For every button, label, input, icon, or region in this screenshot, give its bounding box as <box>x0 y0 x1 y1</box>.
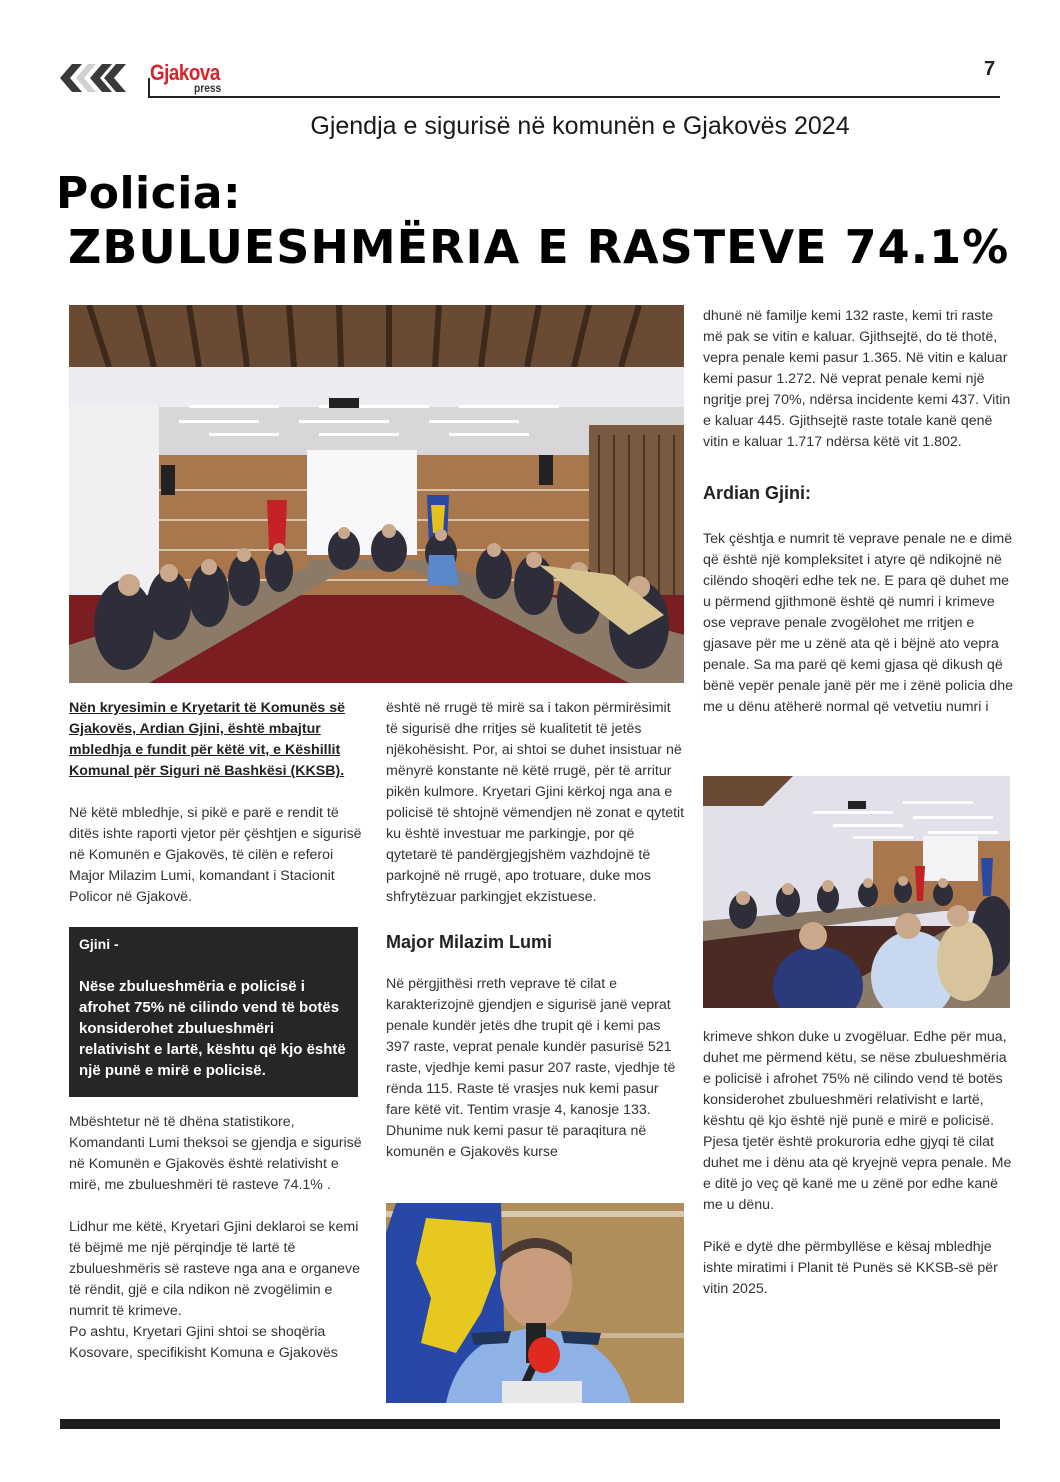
article-paragraph: Po ashtu, Kryetari Gjini shtoi se shoqëria Kosovare, specifikisht Komuna e Gjakovës <box>69 1324 338 1361</box>
article-column-2 <box>386 698 686 1184</box>
meeting-photo <box>69 305 684 683</box>
article-paragraph: Mbështetur në të dhëna statistikore, Komandanti Lumi theksoi se gjendja e sigurisë në Komunën e Gjakovës është relativisht e mirë, me zbulueshmëri të rasteve 74.1% . <box>69 1114 362 1193</box>
pull-quote-box <box>69 927 358 1097</box>
headline-line-2: ZBULUESHMËRIA E RASTEVE 74.1% <box>68 220 1010 274</box>
article-paragraph: Tek çështja e numrit të veprave penale ne e dimë që është një kompleksitet i atyre që ndikojnë në cilëndo shoqëri edhe tek ne. E para që duhet me u përmend gjithmonë është që numri i krimeve ose veprave penale zvogëlohet me rritjen e gjasave për me u zënë ata që i bëjnë ato vepra penale. Sa ma parë që kemi gjasa që dikush që bënë vepër penale janë për me i zënë policia dhe me u dënu atëherë normal që vetvetiu numri i <box>703 531 1013 715</box>
article-kicker: Gjendja e sigurisë në komunën e Gjakovës 2024 <box>310 112 850 140</box>
article-paragraph: Lidhur me këtë, Kryetari Gjini deklaroi se kemi të bëjmë me një përqindje të lartë të zbulueshmëris së rasteve nga ana e organeve të rëndit, gjë e cila ndikon në zvogëlimin e numrit të krimeve. <box>69 1219 361 1319</box>
chevrons-icon <box>58 64 144 92</box>
footer-bar <box>60 1419 1000 1429</box>
article-paragraph: krimeve shkon duke u zvogëluar. Edhe për mua, duhet me përmend këtu, se nëse zbulueshmëria e policisë i afrohet 75% në cilindo vend të botës konsiderohet zbulueshmëri relativisht e lartë, kështu që kjo është një punë e mirë e policisë. Pjesa tjetër është prokuroria edhe gjyqi të cilat duhet me i dënu ata që kryejnë vepra penale. Me e ditë jo veç që kanë me u zënë por edhe kanë me u dënu. <box>703 1029 1012 1213</box>
article-paragraph: Në këtë mbledhje, si pikë e parë e rendit të ditës ishte raporti vjetor për çështjen e sigurisë në Komunën e Gjakovës, të cilën e referoi Major Milazim Lumi, komandant i Stacionit Policor në Gjakovë. <box>69 805 362 905</box>
logo-divider <box>148 78 150 98</box>
logo-name: Gjakova <box>150 60 220 85</box>
headline-line-1: Policia: <box>56 168 242 219</box>
pull-quote-speaker: Gjini - <box>79 936 119 952</box>
article-column-3 <box>703 306 1013 739</box>
section-subhead: Major Milazim Lumi <box>386 932 553 952</box>
article-paragraph: është në rrugë të mirë sa i takon përmirësimit të sigurisë dhe rritjes së kualitetit të jetës njëkohësisht. Por, ai shtoi se duhet insistuar në mënyrë konstante në këtë rrugë, për të arritur pikën kulmore. Kryetari Gjini kërkoj nga ana e policisë të shtojnë vëmendjen në zonat e qytetit ku është investuar me parkingje, por që qytetarë të pandërgjegjshëm vazhdojnë të parkojnë në rrugë, apo trotuare, duke mos shfrytëzuar parkingjet ekzistuese. <box>386 700 685 905</box>
article-column-1-continued <box>69 1112 364 1385</box>
article-paragraph: Pikë e dytë dhe përmbyllëse e kësaj mbledhje ishte miratimi i Planit të Punës së KKSB-së për vitin 2025. <box>703 1239 998 1297</box>
article-paragraph: Në përgjithësi rreth veprave të cilat e karakterizojnë gjendjen e sigurisë janë veprat penale kundër jetës dhe trupit që i kemi pas 397 raste, veprat penale kundër pasurisë 521 raste, vjedhje kemi pasur 207 raste, vjedhje të rënda 115. Raste të vrasjes nuk kemi pasur fare këtë vit. Tentim vrasje 4, kanosje 133. Dhunime nuk kemi pasur të paraqitura në komunën e Gjakovës kurse <box>386 976 676 1160</box>
article-paragraph: dhunë në familje kemi 132 raste, kemi tri raste më pak se vitin e kaluar. Gjithsejtë, do të thotë, vepra penale kemi pasur 1.365. Në vitin e kaluar kemi pasur 1.272. Në veprat penale kemi një ngritje prej 70%, ndërsa incidente kemi 437. Vitin e kaluar 445. Gjithsejtë raste totale kanë qenë vitin e kaluar 1.717 ndërsa këtë vit 1.802. <box>703 308 1011 450</box>
meeting-photo-secondary <box>703 776 1010 1008</box>
commander-portrait-photo <box>386 1203 684 1403</box>
publication-logo <box>58 62 248 98</box>
page-number: 7 <box>984 58 996 80</box>
article-column-1 <box>69 698 364 929</box>
article-lead: Nën kryesimin e Kryetarit të Komunës së Gjakovës, Ardian Gjini, është mbajtur mbledhja e fundit për këtë vit, e Këshillit Komunal për Siguri në Bashkësi (KKSB). <box>69 700 345 779</box>
article-column-3-continued <box>703 1027 1013 1321</box>
section-subhead: Ardian Gjini: <box>703 483 811 503</box>
pull-quote-text: Nëse zbulueshmëria e policisë i afrohet 75% në cilindo vend të botës konsiderohet zbulueshmëri relativisht e lartë, kështu që kjo është një punë e mirë e policisë. <box>79 978 346 1079</box>
logo-subtitle: press <box>194 81 222 95</box>
header-rule <box>148 96 1000 98</box>
